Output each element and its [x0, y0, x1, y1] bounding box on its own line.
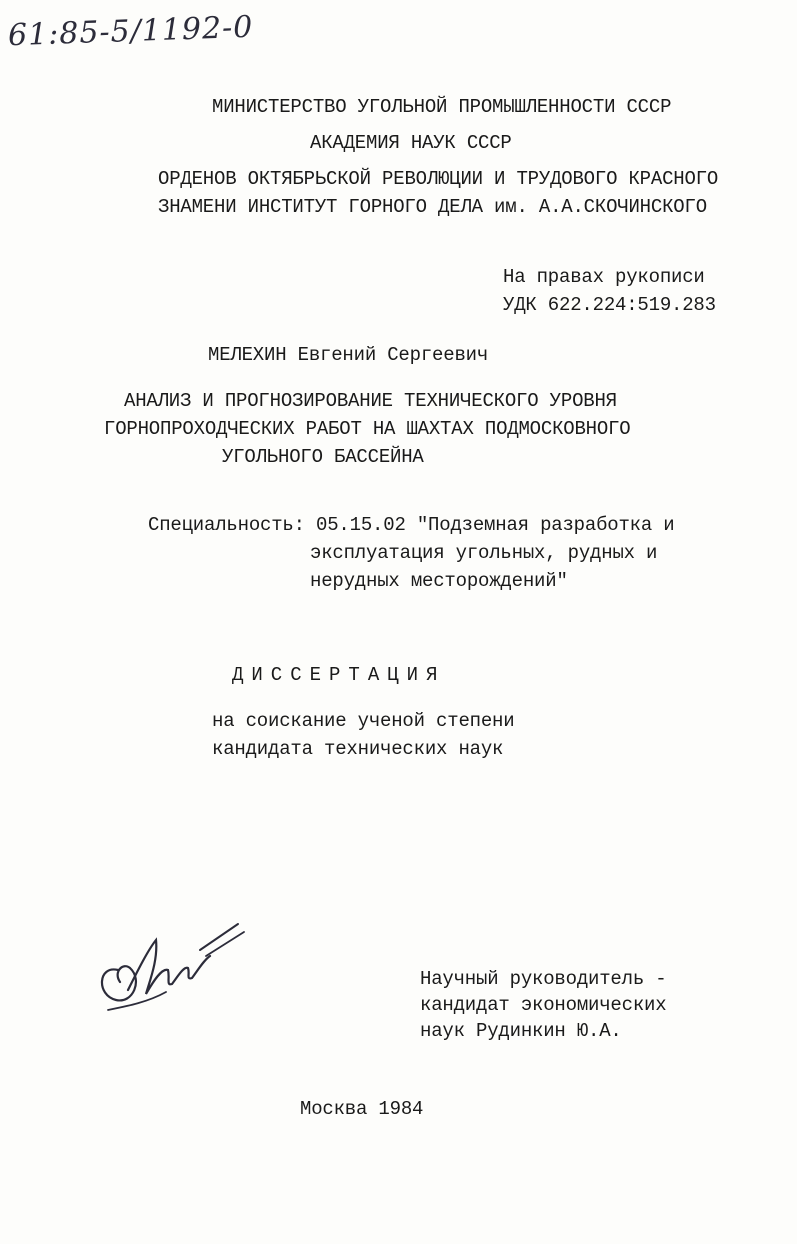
city-year: Москва 1984 — [300, 1098, 424, 1120]
institute-line-1: ОРДЕНОВ ОКТЯБРЬСКОЙ РЕВОЛЮЦИИ И ТРУДОВОГО КРАСНОГО — [158, 168, 719, 190]
manuscript-rights: На правах рукописи — [503, 266, 705, 288]
degree-line-2: кандидата технических наук — [212, 738, 504, 760]
academy-line: АКАДЕМИЯ НАУК СССР — [310, 132, 512, 154]
title-line-1: АНАЛИЗ И ПРОГНОЗИРОВАНИЕ ТЕХНИЧЕСКОГО УРОВНЯ — [124, 390, 617, 412]
supervisor-line-2: кандидат экономических — [420, 994, 667, 1016]
supervisor-line-1: Научный руководитель - — [420, 968, 667, 990]
title-line-3: УГОЛЬНОГО БАССЕЙНА — [222, 446, 424, 468]
degree-line-1: на соискание ученой степени — [212, 710, 515, 732]
specialty-line-2: эксплуатация угольных, рудных и — [310, 542, 658, 564]
supervisor-line-3: наук Рудинкин Ю.А. — [420, 1020, 622, 1042]
author-name: МЕЛЕХИН Евгений Сергеевич — [208, 344, 489, 366]
udc-code: УДК 622.224:519.283 — [503, 294, 716, 316]
dissertation-heading: ДИССЕРТАЦИЯ — [232, 664, 446, 686]
title-line-2: ГОРНОПРОХОДЧЕСКИХ РАБОТ НА ШАХТАХ ПОДМОСКОВНОГО — [104, 418, 631, 440]
specialty-line-1: Специальность: 05.15.02 "Подземная разработка и — [148, 514, 675, 536]
archive-mark: 61:85-5/1192-0 — [7, 9, 254, 54]
institute-line-2: ЗНАМЕНИ ИНСТИТУТ ГОРНОГО ДЕЛА им. А.А.СКОЧИНСКОГО — [158, 196, 707, 218]
specialty-line-3: нерудных месторождений" — [310, 570, 568, 592]
ministry-line: МИНИСТЕРСТВО УГОЛЬНОЙ ПРОМЫШЛЕННОСТИ СССР — [212, 96, 672, 118]
signature-image — [88, 910, 248, 1020]
